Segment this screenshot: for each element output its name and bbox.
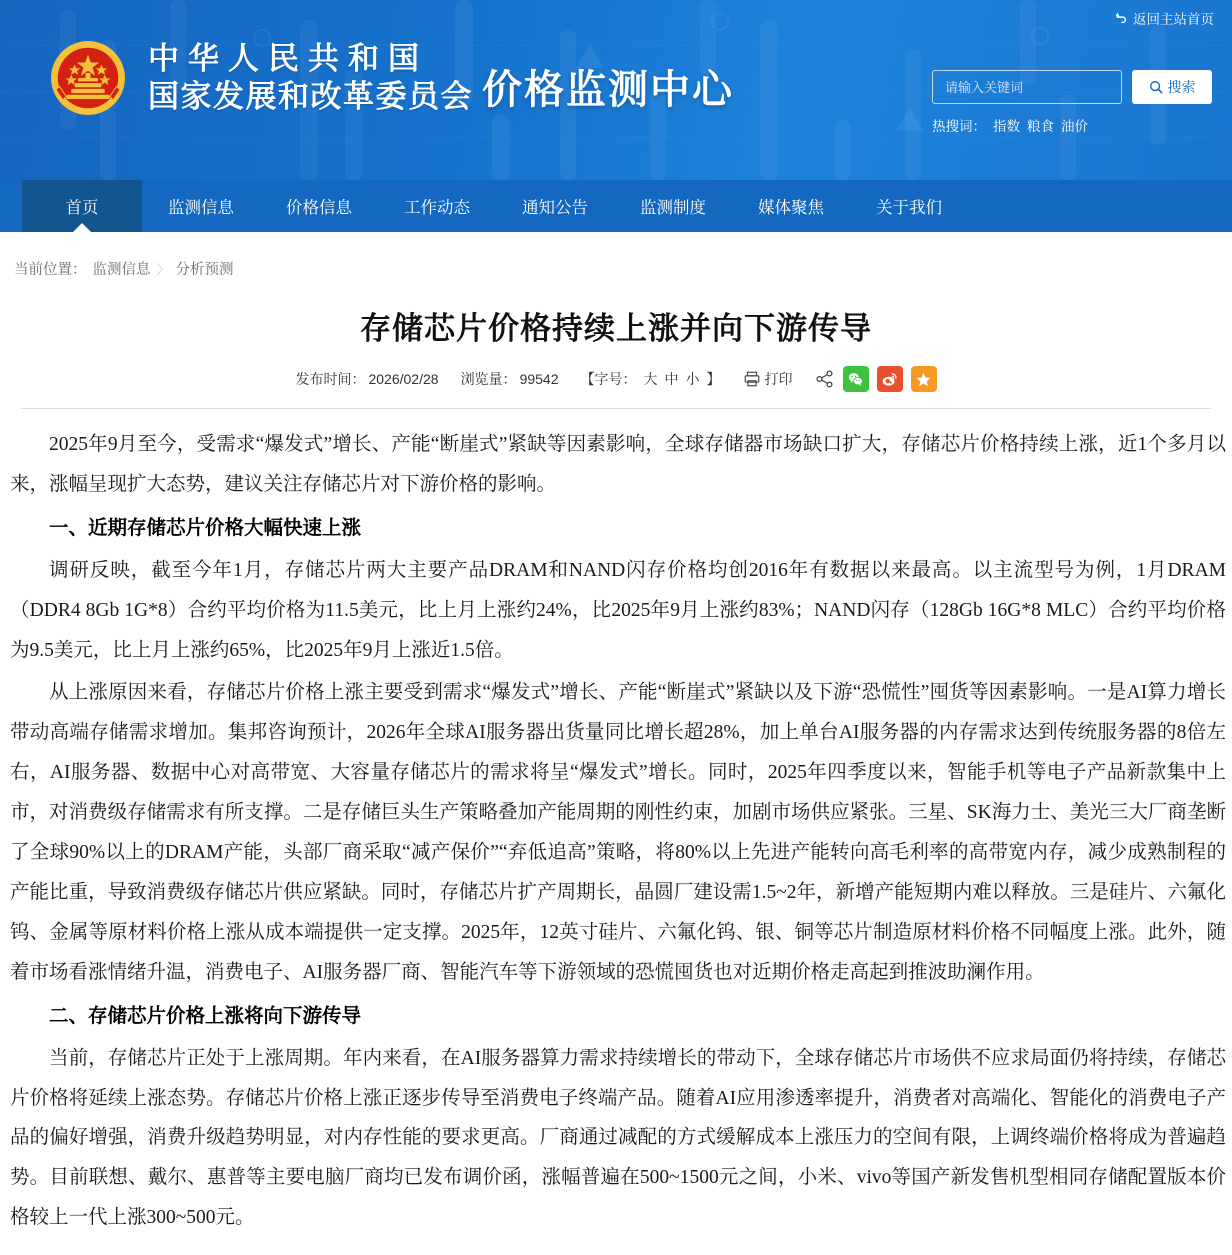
breadcrumb-prefix: 当前位置： — [14, 262, 87, 278]
breadcrumb-separator-icon: 〉 — [156, 262, 170, 277]
favorite-button[interactable] — [911, 366, 937, 392]
font-size-small-button[interactable]: 小 — [685, 371, 700, 387]
search-area — [932, 70, 1212, 135]
share-nodes-icon[interactable] — [815, 369, 835, 389]
search-button-label: 搜索 — [1167, 79, 1196, 95]
nav-item-media-focus-label: 媒体聚焦 — [758, 199, 824, 217]
org-name — [148, 40, 473, 116]
publish-time — [295, 369, 438, 389]
search-input[interactable] — [932, 70, 1122, 104]
article-meta-row — [10, 366, 1222, 408]
publish-time-label: 发布时间： — [295, 371, 366, 387]
font-size-large-button[interactable]: 大 — [643, 371, 658, 387]
weibo-share-button[interactable] — [877, 366, 903, 392]
article-paragraph: 调研反映，截至今年1月，存储芯片两大主要产品DRAM和NAND闪存价格均创2016年有数据以来最高。以主流型号为例，1月DRAM（DDR4 8Gb 1G*8）合约平均价格为11.5美元，比上月上涨约24%，比2025年9月上涨约83%；NAND闪存（128Gb 16G*8 MLC）合约平均价格为9.5美元，比上月上涨约65%，比2025年9月上涨近1.5倍。 — [10, 559, 1226, 661]
hot-search-row — [932, 115, 1088, 135]
nav-item-about-us-label: 关于我们 — [876, 199, 942, 217]
font-size-controls — [581, 369, 721, 389]
wechat-icon — [847, 371, 864, 388]
article-section-heading-2: 二、存储芯片价格上涨将向下游传导 — [49, 1004, 362, 1027]
article-paragraph: 2025年9月至今，受需求“爆发式”增长、产能“断崖式”紧缺等因素影响，全球存储器市场缺口扩大，存储芯片价格持续上涨，近1个多月以来，涨幅呈现扩大态势，建议关注存储芯片对下游价格的影响。 — [10, 434, 1226, 495]
nav-item-home[interactable] — [22, 180, 142, 232]
nav-item-announcements-label: 通知公告 — [522, 199, 588, 217]
nav-item-work-updates-label: 工作动态 — [404, 199, 470, 217]
national-emblem-icon — [46, 36, 130, 120]
return-arrow-icon — [1114, 11, 1128, 25]
article-section-heading-1: 一、近期存储芯片价格大幅快速上涨 — [49, 516, 362, 539]
hot-term-2[interactable]: 粮食 — [1027, 119, 1054, 134]
view-count-value: 99542 — [519, 371, 559, 387]
nav-item-work-updates[interactable] — [378, 180, 496, 232]
search-icon — [1149, 80, 1163, 94]
search-row — [932, 70, 1212, 104]
printer-icon — [743, 370, 761, 388]
article-paragraph: 从上涨原因来看，存储芯片价格上涨主要受到需求“爆发式”增长、产能“断崖式”紧缺以及下游“恐慌性”囤货等因素影响。一是AI算力增长带动高端存储需求增加。集邦咨询预计，2026年全球AI服务器出货量同比增长超28%，加上单台AI服务器的内存需求达到传统服务器的8倍左右，AI服务器、数据中心对高带宽、大容量存储芯片的需求将呈“爆发式”增长。同时，2025年四季度以来，智能手机等电子产品新款集中上市，对消费级存储需求有所支撑。二是存储巨头生产策略叠加产能周期的刚性约束，加剧市场供应紧张。三星、SK海力士、美光三大厂商垄断了全球90%以上的DRAM产能，头部厂商采取“减产保价”“弃低追高”策略，将80%以上先进产能转向高毛利率的高带宽内存，减少成熟制程的产能比重，导致消费级存储芯片供应紧缺。同时，存储芯片扩产周期长，晶圆厂建设需1.5~2年，新增产能短期内难以释放。三是硅片、六氟化钨、金属等原材料价格上涨从成本端提供一定支撑。2025年，12英寸硅片、六氟化钨、银、铜等芯片制造原材料价格不同幅度上涨。此外，随着市场看涨情绪升温，消费电子、AI服务器厂商、智能汽车等下游领域的恐慌囤货也对近期价格走高起到推波助澜作用。 — [10, 681, 1226, 983]
weibo-icon — [881, 371, 898, 388]
org-name-line2: 国家发展和改革委员会 — [148, 79, 473, 114]
page-title: 存储芯片价格持续上涨并向下游传导 — [360, 311, 872, 346]
brand-block — [46, 36, 473, 120]
breadcrumb-item-analysis-forecast[interactable]: 分析预测 — [175, 262, 234, 278]
article-body — [10, 425, 1226, 1238]
star-favorite-icon — [915, 371, 932, 388]
breadcrumb-item-monitoring-info[interactable]: 监测信息 — [92, 262, 151, 278]
font-size-open-bracket: 【字号： — [580, 371, 637, 387]
nav-item-monitoring-info-label: 监测信息 — [168, 199, 234, 217]
article-paragraph: 当前，存储芯片正处于上涨周期。年内来看，在AI服务器算力需求持续增长的带动下，全球存储芯片市场供不应求局面仍将持续，存储芯片价格将延续上涨态势。存储芯片价格上涨正逐步传导至消费电子终端产品。随着AI应用渗透率提升，消费者对高端化、智能化的消费电子产品的偏好增强，消费升级趋势明显，对内存性能的要求更高。厂商通过减配的方式缓解成本上涨压力的空间有限，上调终端价格将成为普遍趋势。目前联想、戴尔、惠普等主要电脑厂商均已发布调价函，涨幅普遍在500~1500元之间，小米、vivo等国产新发售机型相同存储配置版本价格较上一代上涨300~500元。 — [10, 1047, 1226, 1229]
main-navigation — [0, 180, 1232, 232]
hot-search-label: 热搜词： — [932, 119, 986, 134]
nav-item-home-label: 首页 — [65, 199, 99, 217]
nav-item-price-info[interactable] — [260, 180, 378, 232]
hot-term-3[interactable]: 油价 — [1061, 119, 1088, 134]
meta-divider — [21, 408, 1211, 409]
nav-item-price-info-label: 价格信息 — [286, 199, 352, 217]
nav-item-monitoring-info[interactable] — [142, 180, 260, 232]
return-link-label: 返回主站首页 — [1133, 12, 1214, 27]
nav-item-media-focus[interactable] — [732, 180, 850, 232]
site-name-title: 价格监测中心 — [482, 68, 734, 112]
nav-item-monitoring-system[interactable] — [614, 180, 732, 232]
share-icons-group — [815, 366, 937, 392]
org-name-line1: 中华人民共和国 — [148, 41, 428, 77]
article — [0, 297, 1232, 1238]
breadcrumb — [0, 232, 1232, 297]
site-banner — [0, 0, 1232, 180]
publish-time-value: 2026/02/28 — [368, 371, 439, 387]
nav-item-monitoring-system-label: 监测制度 — [640, 199, 706, 217]
hot-term-1[interactable]: 指数 — [993, 119, 1020, 134]
return-to-main-site-link[interactable] — [1114, 8, 1214, 28]
view-count — [461, 369, 559, 389]
view-count-label: 浏览量： — [460, 371, 517, 387]
nav-item-about-us[interactable] — [850, 180, 968, 232]
font-size-close-bracket: 】 — [706, 371, 721, 387]
font-size-medium-button[interactable]: 中 — [664, 371, 679, 387]
nav-item-announcements[interactable] — [496, 180, 614, 232]
print-label: 打印 — [764, 371, 793, 387]
search-button[interactable] — [1132, 70, 1212, 104]
print-button[interactable] — [743, 369, 793, 389]
wechat-share-button[interactable] — [843, 366, 869, 392]
